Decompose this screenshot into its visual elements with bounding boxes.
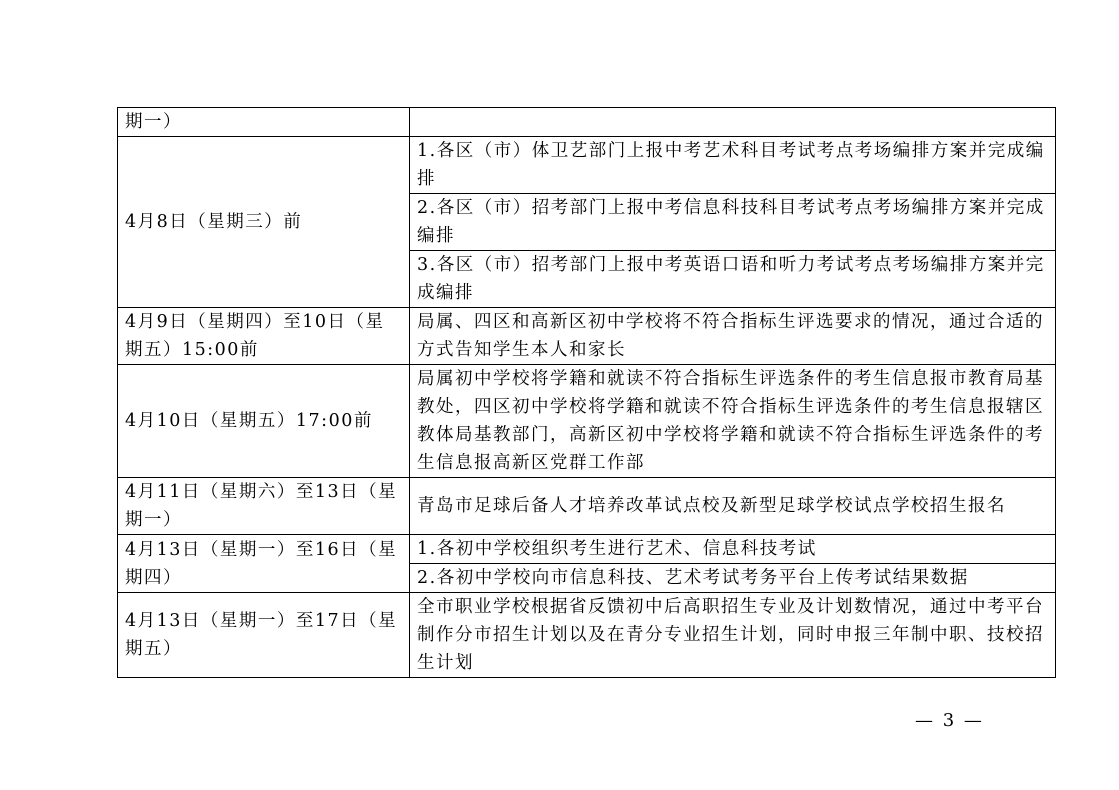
task-cell: 2.各区（市）招考部门上报中考信息科技科目考试考点考场编排方案并完成编排 (410, 194, 1056, 251)
table-row (118, 137, 1056, 194)
task-cell: 青岛市足球后备人才培养改革试点校及新型足球学校试点学校招生报名 (410, 478, 1056, 535)
date-cell: 4月9日（星期四）至10日（星期五）15:00前 (118, 308, 410, 365)
table-row (118, 593, 1056, 678)
table-row (118, 365, 1056, 478)
task-cell: 局属、四区和高新区初中学校将不符合指标生评选要求的情况，通过合适的方式告知学生本人和家长 (410, 308, 1056, 365)
table-row (118, 478, 1056, 535)
task-cell: 3.各区（市）招考部门上报中考英语口语和听力考试考点考场编排方案并完成编排 (410, 251, 1056, 308)
page-number: — 3 — (915, 710, 984, 731)
date-cell: 4月13日（星期一）至16日（星期四） (118, 535, 410, 593)
date-cell: 4月8日（星期三）前 (118, 137, 410, 308)
date-cell: 4月10日（星期五）17:00前 (118, 365, 410, 478)
table-row (118, 108, 1056, 137)
task-cell: 全市职业学校根据省反馈初中后高职招生专业及计划数情况，通过中考平台制作分市招生计划以及在青分专业招生计划，同时申报三年制中职、技校招生计划 (410, 593, 1056, 678)
task-cell (410, 108, 1056, 137)
task-cell: 1.各区（市）体卫艺部门上报中考艺术科目考试考点考场编排方案并完成编排 (410, 137, 1056, 194)
task-cell: 1.各初中学校组织考生进行艺术、信息科技考试 (410, 535, 1056, 564)
schedule-table (117, 107, 1056, 678)
date-cell: 期一） (118, 108, 410, 137)
table-row (118, 308, 1056, 365)
table-row (118, 535, 1056, 564)
date-cell: 4月13日（星期一）至17日（星期五） (118, 593, 410, 678)
task-cell: 局属初中学校将学籍和就读不符合指标生评选条件的考生信息报市教育局基教处，四区初中学校将学籍和就读不符合指标生评选条件的考生信息报辖区教体局基教部门，高新区初中学校将学籍和就读不符合指标生评选条件的考生信息报高新区党群工作部 (410, 365, 1056, 478)
date-cell: 4月11日（星期六）至13日（星期一） (118, 478, 410, 535)
task-cell: 2.各初中学校向市信息科技、艺术考试考务平台上传考试结果数据 (410, 564, 1056, 593)
